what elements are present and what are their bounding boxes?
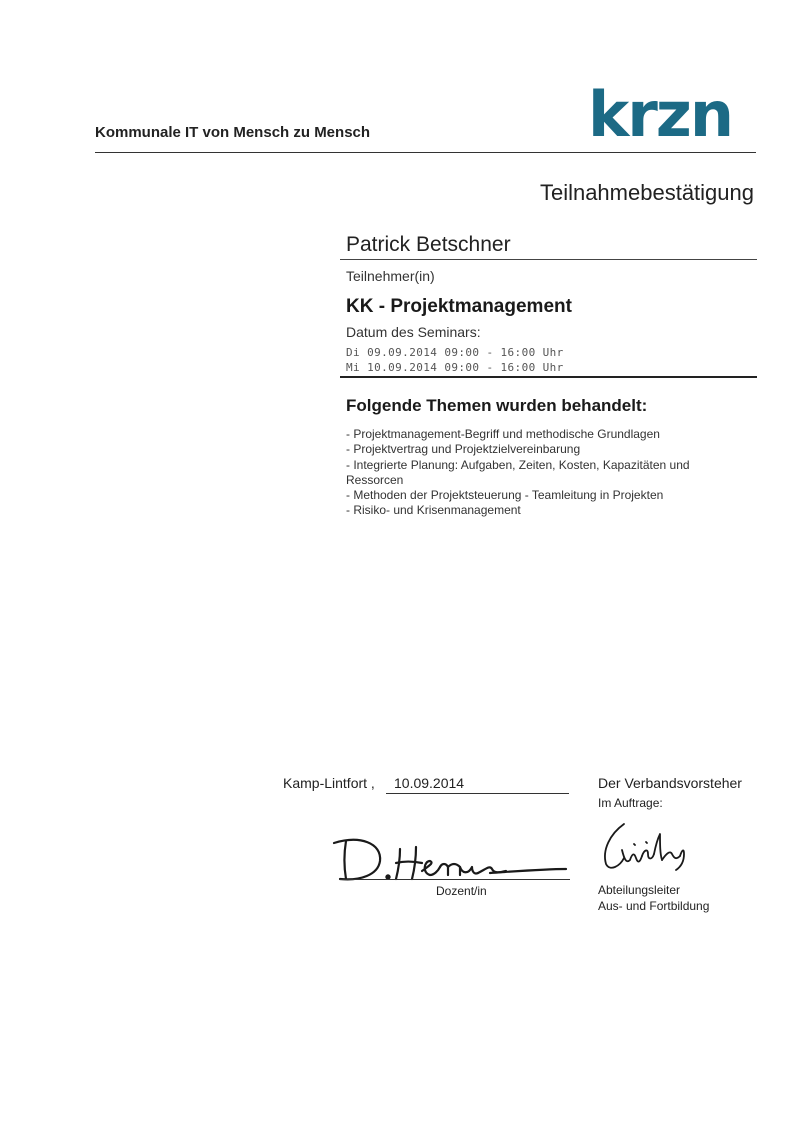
participant-name-rule [340, 259, 757, 260]
topic-item: - Methoden der Projektsteuerung - Teamleitung in Projekten [346, 488, 664, 503]
topics-list [346, 427, 746, 519]
topics-heading: Folgende Themen wurden behandelt: [346, 396, 648, 415]
lecturer-label: Dozent/in [436, 884, 487, 898]
issuer-signature [596, 820, 696, 879]
topic-item: - Risiko- und Krisenmanagement [346, 503, 521, 518]
topic-item: - Integrierte Planung: Aufgaben, Zeiten, Kosten, Kapazitäten und Ressorcen [346, 457, 690, 487]
issuer-subheading: Im Auftrage: [598, 796, 663, 810]
seminar-divider [340, 376, 757, 378]
seminar-title: KK - Projektmanagement [346, 296, 572, 317]
topic-item: - Projektvertrag und Projektzielvereinbarung [346, 442, 581, 457]
document-title: Teilnahmebestätigung [539, 180, 754, 205]
issuer-role-title: Abteilungsleiter [598, 883, 681, 897]
krzn-logo: krzn [588, 78, 733, 151]
participant-label: Teilnehmer(in) [346, 268, 435, 284]
issuer-heading: Der Verbandsvorsteher [598, 775, 742, 791]
topic-item: - Projektmanagement-Begriff und methodische Grundlagen [346, 427, 660, 441]
seminar-date-line: Mi 10.09.2014 09:00 - 16:00 Uhr [346, 361, 564, 374]
participant-name: Patrick Betschner [346, 233, 511, 256]
lecturer-signature-rule [340, 879, 570, 880]
signature-place: Kamp-Lintfort , [283, 775, 375, 791]
lecturer-signature [330, 833, 570, 890]
issuer-department: Aus- und Fortbildung [598, 899, 710, 913]
seminar-date-label: Datum des Seminars: [346, 324, 481, 340]
date-rule [386, 793, 569, 794]
signature-date: 10.09.2014 [394, 775, 465, 791]
seminar-date-line: Di 09.09.2014 09:00 - 16:00 Uhr [346, 346, 564, 359]
header-divider [95, 152, 756, 153]
organization-tagline: Kommunale IT von Mensch zu Mensch [95, 124, 371, 141]
